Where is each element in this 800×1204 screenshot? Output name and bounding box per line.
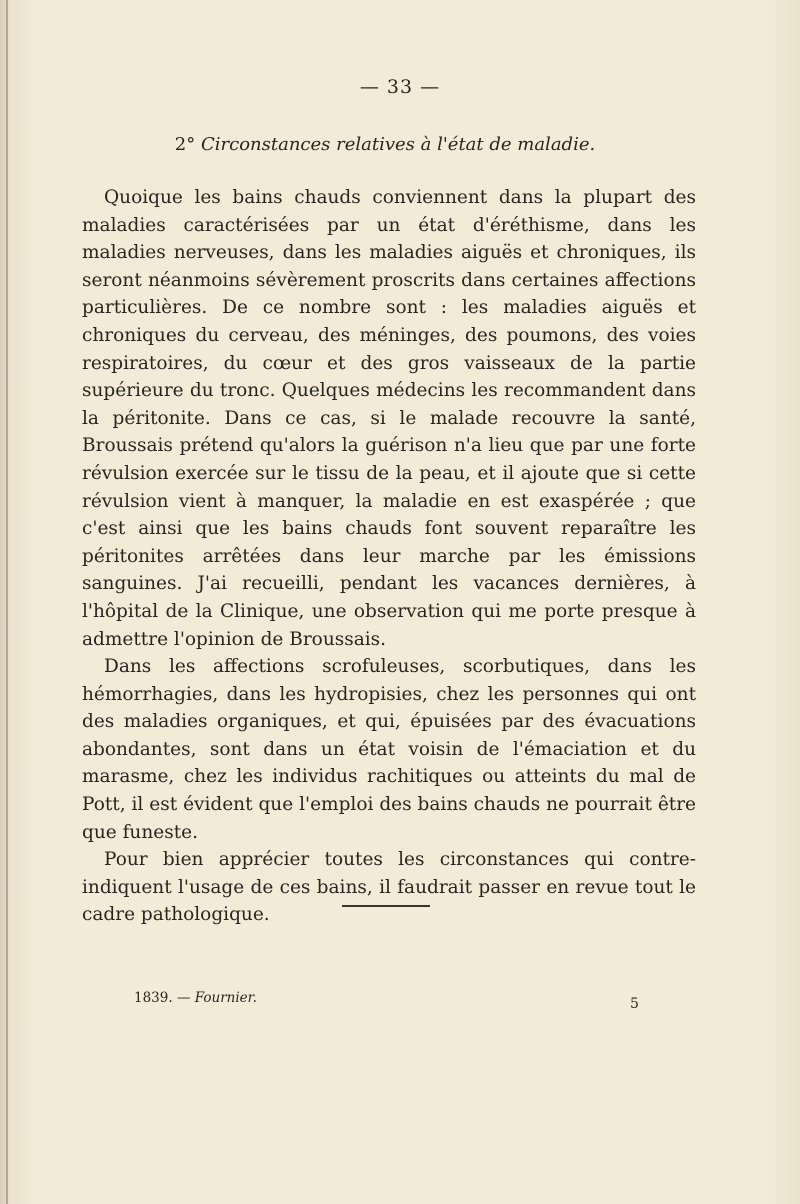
section-heading	[0, 134, 770, 155]
footer-imprint	[134, 990, 257, 1006]
section-number: 2°	[174, 134, 196, 155]
page-number: — 33 —	[359, 76, 441, 98]
paragraph: Quoique les bains chauds conviennent dans la plupart des maladies caractérisées par un état d'éréthisme, dans les maladies nerveuses, dans les maladies aiguës et chroniques, ils seront néanmoins sévèrement proscrits dans certaines affections particulières. De ce nombre sont : les maladies aiguës et chroniques du cerveau, des méninges, des poumons, des voies respiratoires, du cœur et des gros vaisseaux de la partie supérieure du tronc. Quelques médecins les recommandent dans la péritonite. Dans ce cas, si le malade recouvre la santé, Broussais prétend qu'alors la guérison n'a lieu que par une forte révulsion exercée sur le tissu de la peau, et il ajoute que si cette révulsion vient à manquer, la maladie en est exaspérée ; que c'est ainsi que les bains chauds font souvent reparaître les péritonites arrêtées dans leur marche par les émissions sanguines. J'ai recueilli, pendant les vacances dernières, à l'hôpital de la Clinique, une observation qui me porte presque à admettre l'opinion de Broussais.	[82, 187, 696, 650]
footer-author: Fournier.	[194, 990, 257, 1006]
page-edge	[6, 0, 8, 1204]
paragraph: Dans les affections scrofuleuses, scorbutiques, dans les hémorrhagies, dans les hydropisies, chez les personnes qui ont des maladies organiques, et qui, épuisées par des évacuations abondantes, sont dans un état voisin de l'émaciation et du marasme, chez les individus rachitiques ou atteints du mal de Pott, il est évident que l'emploi des bains chauds ne pourrait être que funeste.	[82, 656, 696, 843]
section-title: Circonstances relatives à l'état de maladie.	[200, 134, 596, 155]
signature-mark: 5	[630, 996, 639, 1012]
footer-year: 1839. —	[134, 990, 191, 1006]
paragraph: Pour bien apprécier toutes les circonstances qui contre-indiquent l'usage de ces bains, il faudrait passer en revue tout le cadre pathologique.	[82, 849, 696, 926]
body-text	[82, 184, 696, 929]
section-divider	[342, 905, 430, 907]
